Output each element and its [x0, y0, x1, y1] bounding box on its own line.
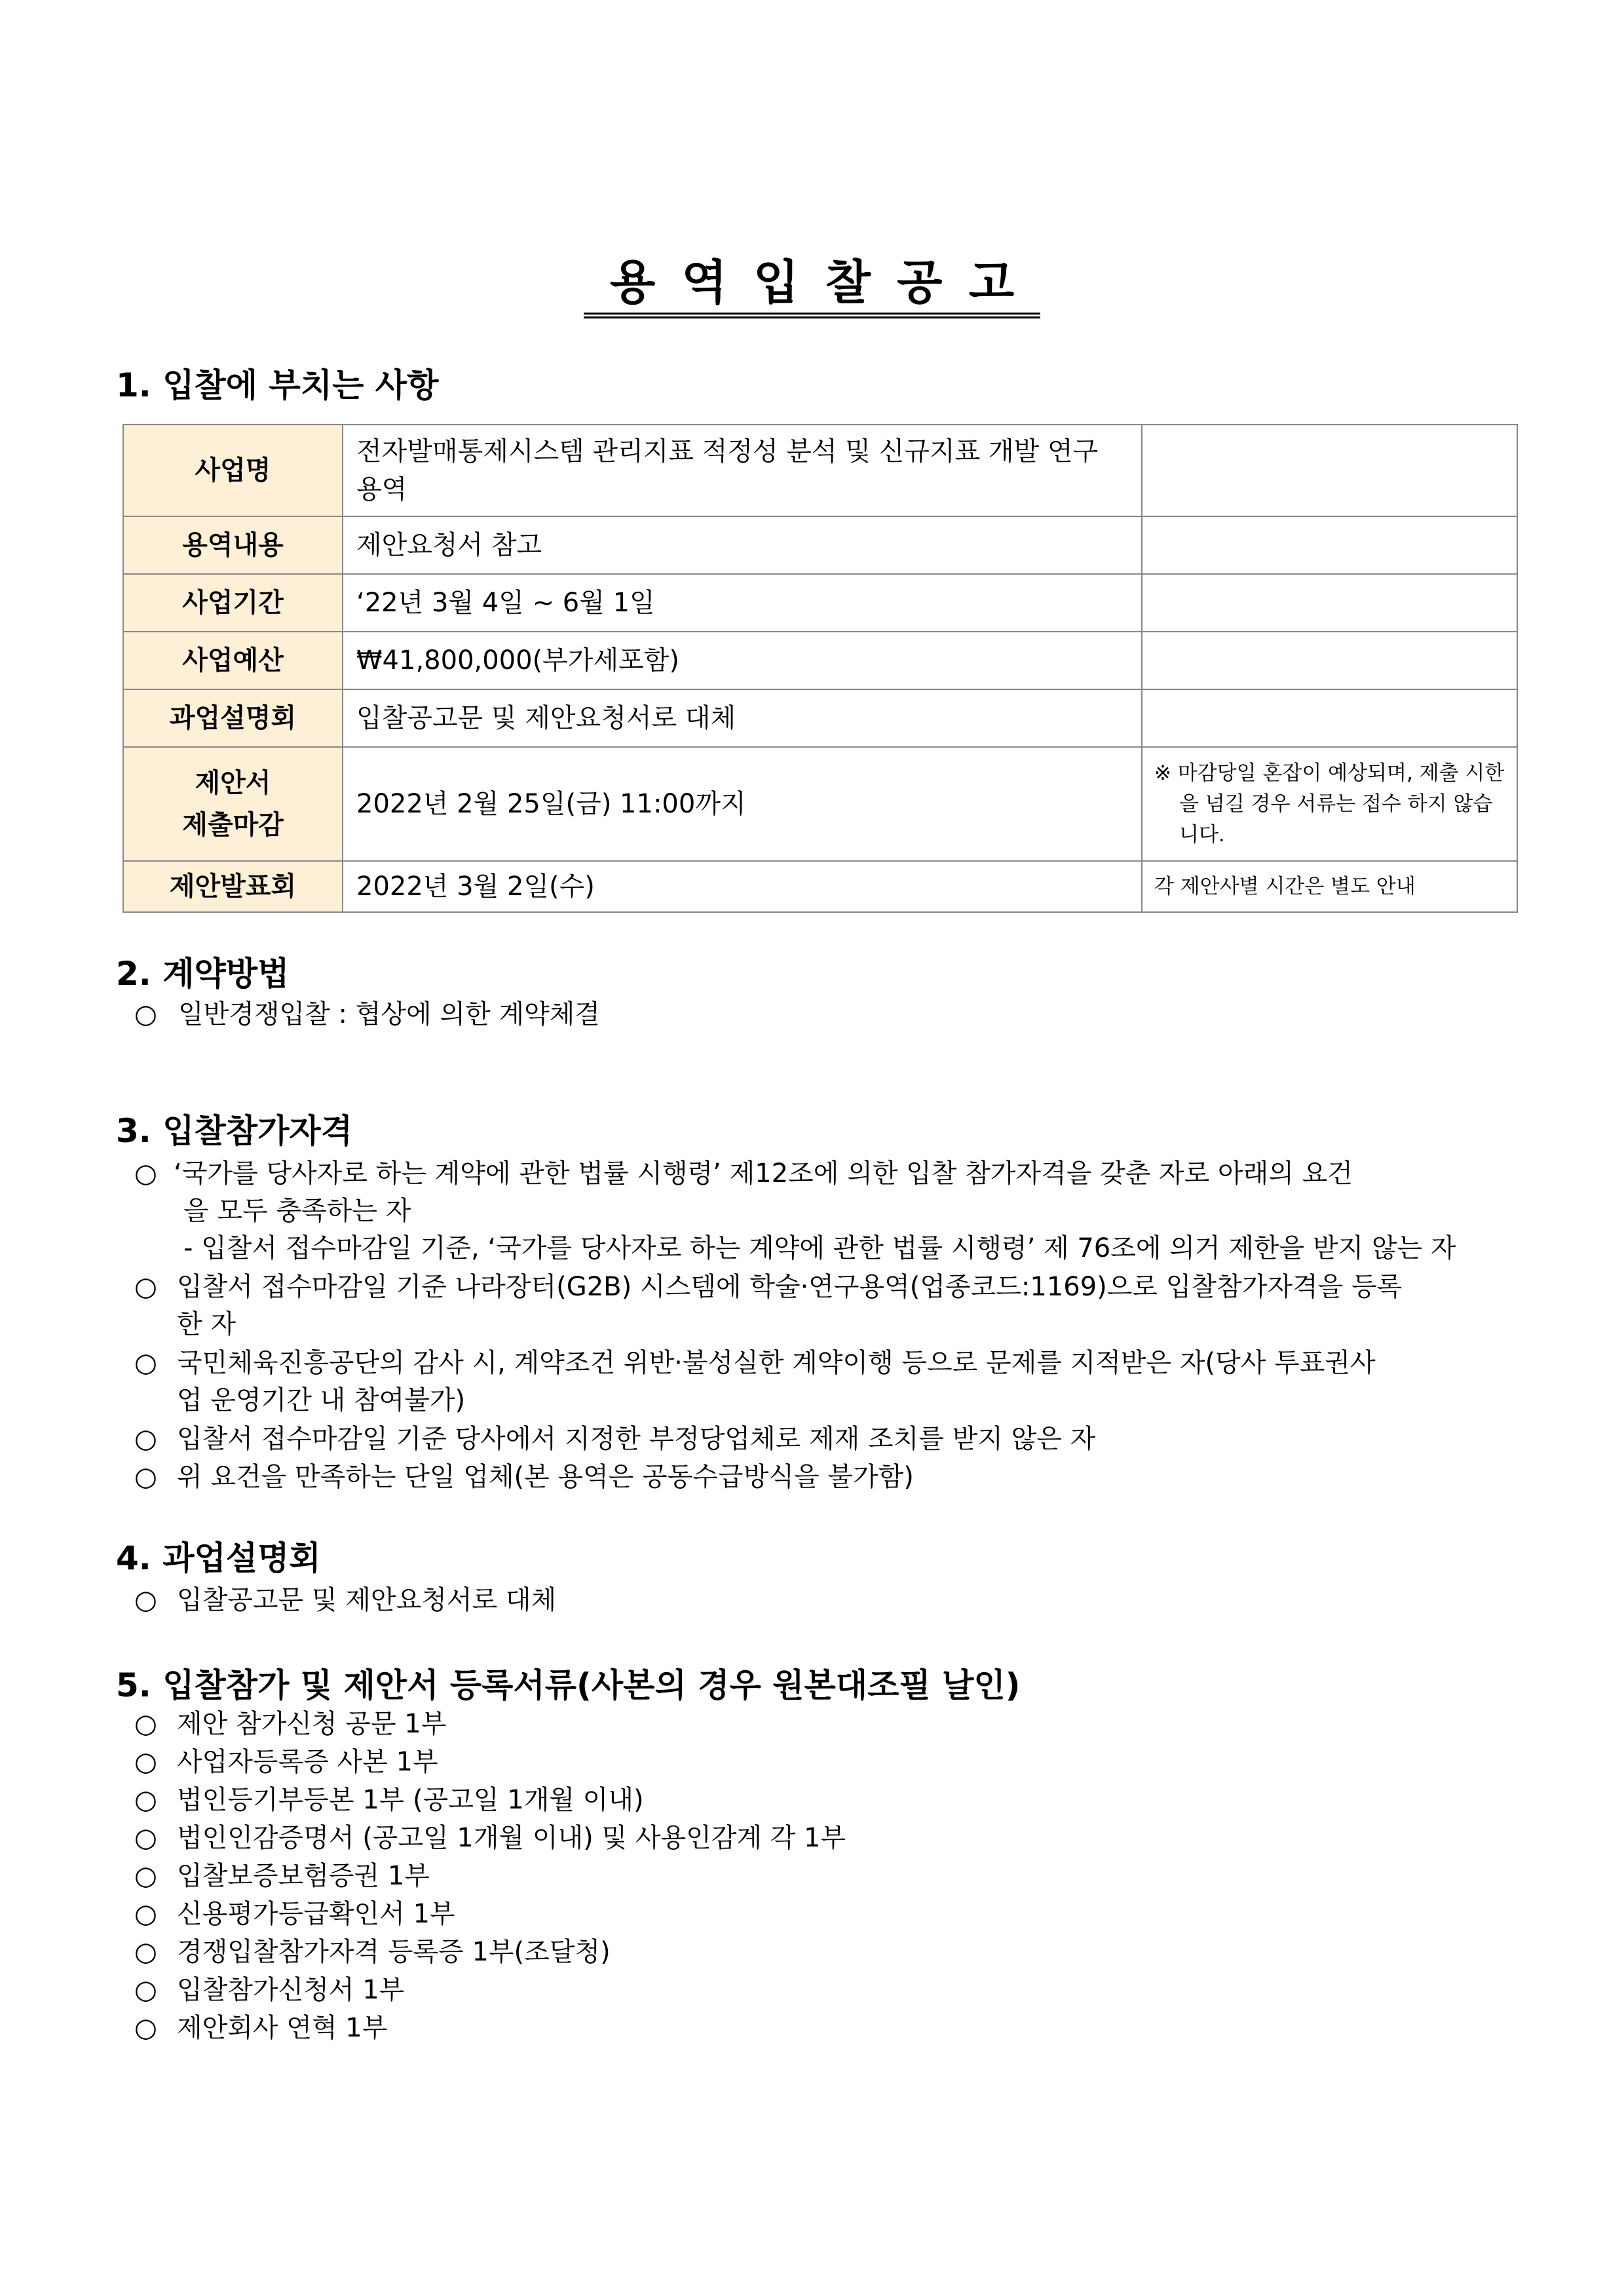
row-note — [1142, 425, 1517, 516]
bullet-icon: ○ — [134, 1585, 157, 1615]
section-3-heading: 3. 입찰참가자격 — [116, 1112, 352, 1150]
bullet-icon: ○ — [134, 1709, 157, 1739]
bullet-icon: ○ — [134, 1424, 157, 1454]
bullet-icon: ○ — [134, 999, 157, 1029]
list-item: ‘국가를 당사자로 하는 계약에 관한 법률 시행령’ 제12조에 의한 입찰 참가자격을 갖춘 자로 아래의 요건 — [174, 1158, 1353, 1189]
bullet-icon: ○ — [134, 2013, 157, 2043]
table-row — [123, 747, 1517, 861]
deadline-note: ※ 마감당일 혼잡이 예상되며, 제출 시한을 넘길 경우 서류는 접수 하지 않습니다. — [1154, 761, 1505, 847]
list-subitem: - 입찰서 접수마감일 기준, ‘국가를 당사자로 하는 계약에 관한 법률 시행령’ 제 76조에 의거 제한을 받지 않는 자 — [183, 1233, 1456, 1263]
list-item-continuation: 한 자 — [177, 1309, 236, 1339]
table-row — [123, 689, 1517, 747]
list-item: 제안 참가신청 공문 1부 — [177, 1709, 447, 1739]
bullet-icon: ○ — [134, 1272, 157, 1302]
section-4-heading: 4. 과업설명회 — [116, 1539, 321, 1577]
list-item-continuation: 업 운영기간 내 참여불가) — [177, 1385, 466, 1415]
row-label: 사업기간 — [123, 574, 343, 632]
table-row — [123, 516, 1517, 574]
section-2-heading: 2. 계약방법 — [116, 955, 290, 993]
bullet-icon: ○ — [134, 1861, 157, 1891]
bullet-icon: ○ — [134, 1747, 157, 1777]
row-value: 제안요청서 참고 — [343, 516, 1142, 574]
list-item: 입찰공고문 및 제안요청서로 대체 — [177, 1585, 557, 1615]
row-value: 입찰공고문 및 제안요청서로 대체 — [343, 689, 1142, 747]
row-note — [1142, 574, 1517, 632]
bullet-icon: ○ — [134, 1348, 157, 1378]
bullet-icon: ○ — [134, 1785, 157, 1815]
list-item-continuation: 을 모두 충족하는 자 — [183, 1196, 411, 1226]
bullet-icon: ○ — [134, 1975, 157, 2005]
list-item: 입찰서 접수마감일 기준 당사에서 지정한 부정당업체로 제재 조치를 받지 않은 자 — [177, 1424, 1096, 1454]
row-label-line: 제안서 — [195, 768, 271, 798]
list-item: 경쟁입찰참가자격 등록증 1부(조달청) — [177, 1937, 611, 1967]
bullet-icon: ○ — [134, 1899, 157, 1929]
project-info-table — [123, 424, 1518, 913]
row-label — [123, 747, 343, 861]
bullet-icon: ○ — [134, 1158, 157, 1189]
list-item: 국민체육진흥공단의 감사 시, 계약조건 위반·불성실한 계약이행 등으로 문제를 지적받은 자(당사 투표권사 — [177, 1348, 1376, 1378]
list-item: 입찰참가신청서 1부 — [177, 1975, 405, 2005]
section-5-heading: 5. 입찰참가 및 제안서 등록서류(사본의 경우 원본대조필 날인) — [116, 1666, 1021, 1704]
table-row — [123, 861, 1517, 912]
row-label: 사업예산 — [123, 632, 343, 689]
row-value: ₩41,800,000(부가세포함) — [343, 632, 1142, 689]
list-item: 위 요건을 만족하는 단일 업체(본 용역은 공동수급방식을 불가함) — [177, 1462, 914, 1492]
row-value: 2022년 3월 2일(수) — [343, 861, 1142, 912]
section-1-heading: 1. 입찰에 부치는 사항 — [116, 366, 439, 404]
row-label: 과업설명회 — [123, 689, 343, 747]
table-row — [123, 425, 1517, 516]
row-value: ‘22년 3월 4일 ~ 6월 1일 — [343, 574, 1142, 632]
list-item: 제안회사 연혁 1부 — [177, 2013, 388, 2043]
row-note — [1142, 689, 1517, 747]
list-item: 법인인감증명서 (공고일 1개월 이내) 및 사용인감계 각 1부 — [177, 1823, 846, 1853]
row-note: 각 제안사별 시간은 별도 안내 — [1142, 861, 1517, 912]
row-note — [1142, 632, 1517, 689]
row-note — [1142, 516, 1517, 574]
list-item: 일반경쟁입찰 : 협상에 의한 계약체결 — [178, 999, 600, 1029]
table-row — [123, 632, 1517, 689]
list-item: 법인등기부등본 1부 (공고일 1개월 이내) — [177, 1785, 644, 1815]
table-row — [123, 574, 1517, 632]
row-value: 2022년 2월 25일(금) 11:00까지 — [343, 747, 1142, 861]
list-item: 신용평가등급확인서 1부 — [177, 1899, 455, 1929]
list-item: 입찰서 접수마감일 기준 나라장터(G2B) 시스템에 학술·연구용역(업종코드:1169)으로 입찰참가자격을 등록 — [177, 1272, 1403, 1302]
row-label-line: 제출마감 — [182, 810, 284, 840]
list-item: 입찰보증보험증권 1부 — [177, 1861, 430, 1891]
bullet-icon: ○ — [134, 1823, 157, 1853]
bullet-icon: ○ — [134, 1937, 157, 1967]
row-value: 전자발매통제시스템 관리지표 적정성 분석 및 신규지표 개발 연구 용역 — [343, 425, 1142, 516]
row-note — [1142, 747, 1517, 861]
document-title: 용역입찰공고 — [0, 259, 1624, 318]
bullet-icon: ○ — [134, 1462, 157, 1492]
list-item: 사업자등록증 사본 1부 — [177, 1747, 438, 1777]
row-label: 제안발표회 — [123, 861, 343, 912]
row-label: 용역내용 — [123, 516, 343, 574]
row-label: 사업명 — [123, 425, 343, 516]
